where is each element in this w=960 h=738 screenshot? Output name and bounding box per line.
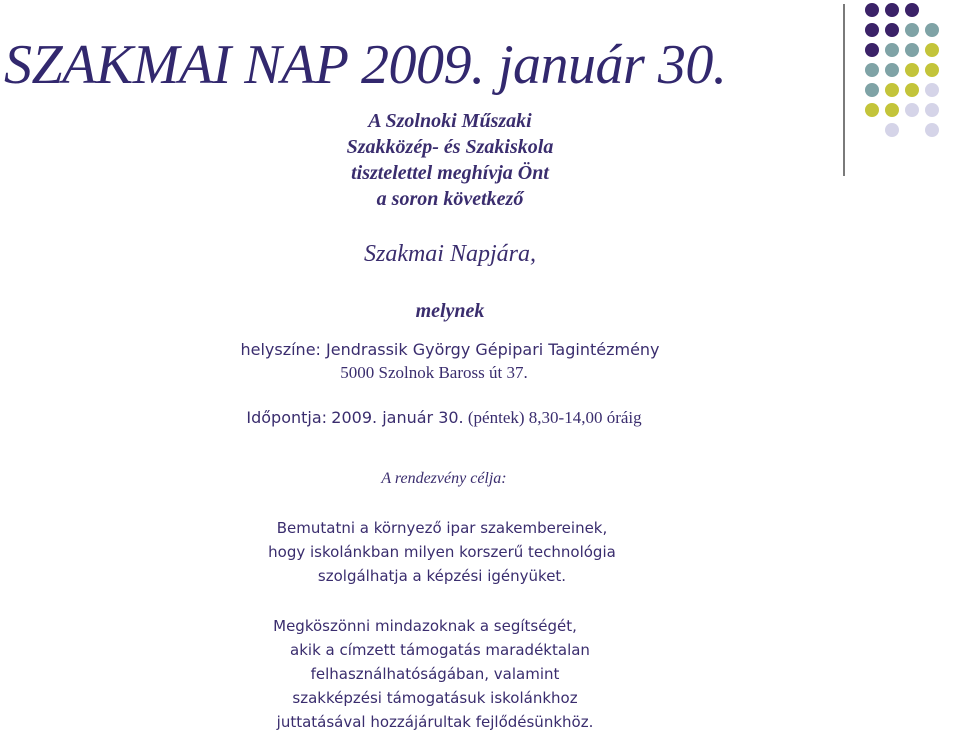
goal-line: Bemutatni a környező ipar szakembereinek, [276,519,608,537]
decorative-dot [925,83,939,97]
thanks-line: szakképzési támogatásuk iskolánkhoz [292,689,578,707]
time-block [0,406,894,430]
decorative-dot [865,83,879,97]
decorative-dot [925,123,939,137]
decorative-dot [905,43,919,57]
decorative-dot [925,23,939,37]
decorative-dot [905,63,919,77]
decorative-dot [885,43,899,57]
venue-line-1: helyszíne: Jendrassik György Gépipari Tagintézmény [240,340,660,359]
connector-text: melynek [415,300,485,322]
decorative-dot [905,3,919,17]
invitation-line: A Szolnoki Műszaki [368,110,532,132]
time-label: Időpontja: [246,408,328,427]
decorative-dot [925,43,939,57]
venue-address: 5000 Szolnok Baross út 37. [340,363,528,382]
thanks-line: juttatásával hozzájárultak fejlődésünkhöz. [276,713,594,731]
invitation-line: Szakközép- és Szakiskola [346,136,554,158]
thanks-paragraph [0,614,900,734]
invitation-text [0,108,900,212]
decorative-dot [925,63,939,77]
decorative-dot [865,63,879,77]
time-date: 2009. január 30. [331,408,464,427]
decorative-dot [905,83,919,97]
goal-line: hogy iskolánkban milyen korszerű technológia [268,543,616,561]
thanks-line: felhasználhatóságában, valamint [310,665,560,683]
decorative-dot [885,23,899,37]
decorative-dot [905,23,919,37]
invitation-line: tisztelettel meghívja Önt [351,162,549,184]
invitation-line: a soron következő [376,188,524,210]
decorative-dot [865,3,879,17]
decorative-dot [885,63,899,77]
slide-title: SZAKMAI NAP 2009. január 30. [4,34,727,96]
decorative-dot [885,83,899,97]
decorative-dot [865,43,879,57]
decorative-dot [925,103,939,117]
goal-heading: A rendezvény célja: [381,470,507,487]
thanks-line: Megköszönni mindazoknak a segítségét, [273,617,577,635]
decorative-dot [885,3,899,17]
time-details: (péntek) 8,30-14,00 óráig [467,408,642,427]
event-name: Szakmai Napjára, [363,241,536,267]
decorative-dot [865,23,879,37]
thanks-line: akik a címzett támogatás maradéktalan [290,641,590,659]
decorative-dot [905,103,919,117]
goal-paragraph [0,516,892,588]
goal-line: szolgálhatja a képzési igényüket. [317,567,567,585]
venue-block [0,338,900,362]
